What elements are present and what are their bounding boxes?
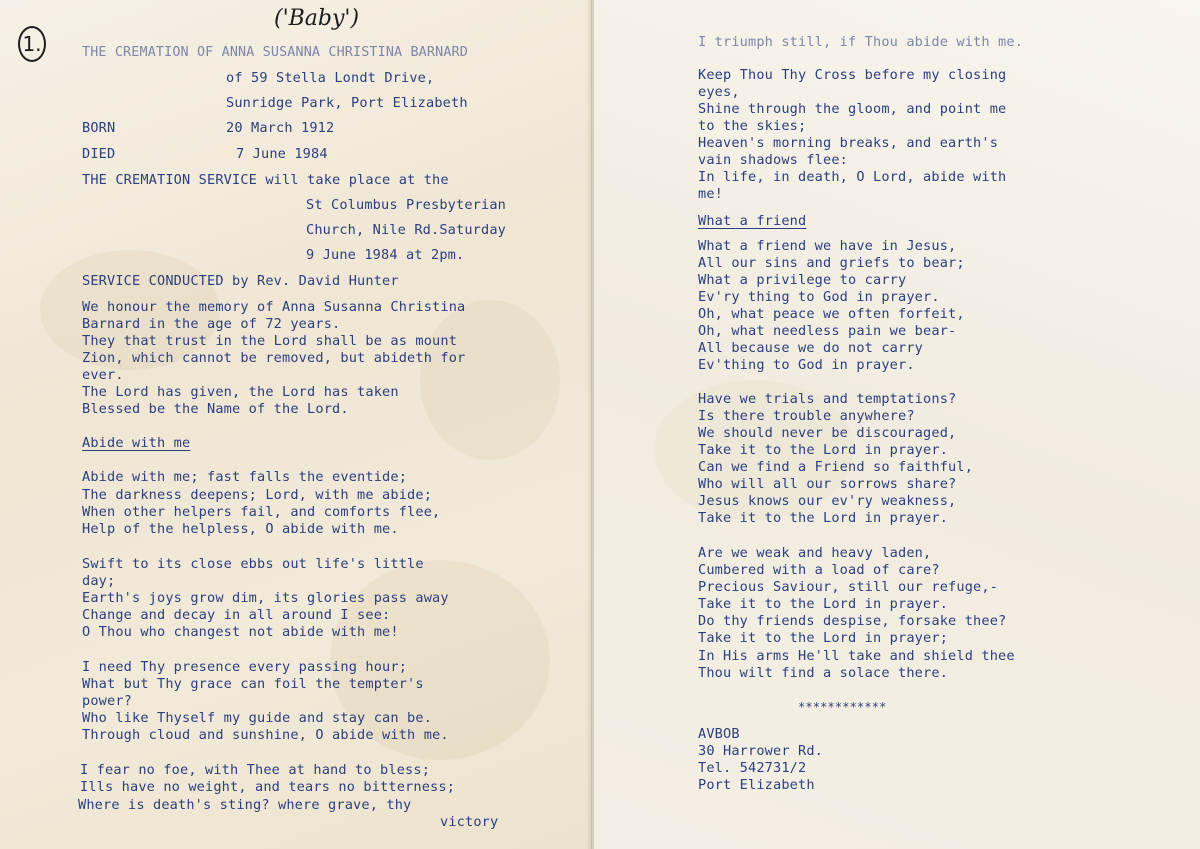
verse-line: Jesus knows our ev'ry weakness, — [698, 493, 957, 509]
verse-line: When other helpers fail, and comforts flee, — [82, 504, 441, 520]
verse-line: Thou wilt find a solace there. — [698, 665, 949, 681]
verse-line: Are we weak and heavy laden, — [698, 545, 932, 561]
verse-line: All our sins and griefs to bear; — [698, 255, 965, 271]
verse-line: All because we do not carry — [698, 340, 924, 356]
venue-line-1: St Columbus Presbyterian — [306, 197, 507, 213]
verse-line: Change and decay in all around I see: — [82, 607, 391, 623]
verse-line: Who like Thyself my guide and stay can be. — [82, 710, 433, 726]
verse-line: In life, in death, O Lord, abide with — [698, 169, 1007, 185]
verse-line: I need Thy presence every passing hour; — [82, 659, 408, 675]
conducted-line: SERVICE CONDUCTED by Rev. David Hunter — [82, 273, 399, 289]
verse-line: The darkness deepens; Lord, with me abide; — [82, 487, 433, 503]
verse-line: I fear no foe, with Thee at hand to bless; — [80, 762, 431, 778]
footer-line: Port Elizabeth — [698, 777, 815, 793]
verse-line: Take it to the Lord in prayer; — [698, 630, 949, 646]
died-label: DIED — [82, 146, 116, 162]
born-label: BORN — [82, 120, 116, 136]
verse-line: We should never be discouraged, — [698, 425, 957, 441]
verse-line-end: victory — [440, 814, 499, 830]
verse-line: day; — [82, 573, 116, 589]
left-page — [0, 0, 592, 849]
address-line-1: of 59 Stella Londt Drive, — [226, 70, 435, 86]
verse-line: Cumbered with a load of care? — [698, 562, 940, 578]
verse-line: Keep Thou Thy Cross before my closing — [698, 67, 1007, 83]
verse-line: What a friend we have in Jesus, — [698, 238, 957, 254]
asterisk-divider: ************ — [798, 700, 887, 714]
hymn-title-friend: What a friend — [698, 213, 807, 229]
verse-line: Precious Saviour, still our refuge,- — [698, 579, 999, 595]
verse-line: In His arms He'll take and shield thee — [698, 648, 1015, 664]
verse-line: Help of the helpless, O abide with me. — [82, 521, 399, 537]
verse-line: Take it to the Lord in prayer. — [698, 596, 949, 612]
born-date: 20 March 1912 — [226, 120, 335, 136]
footer-line: AVBOB — [698, 726, 740, 742]
verse-line: me! — [698, 186, 724, 202]
memorial-line: ever. — [82, 367, 124, 383]
verse-line: What but Thy grace can foil the tempter's — [82, 676, 424, 692]
verse-line: Have we trials and temptations? — [698, 391, 957, 407]
verse-line: Swift to its close ebbs out life's little — [82, 556, 424, 572]
verse-line: Who will all our sorrows share? — [698, 476, 957, 492]
verse-line: Where is death's sting? where grave, thy — [78, 797, 412, 813]
verse-line: Through cloud and sunshine, O abide with me. — [82, 727, 449, 743]
footer-line: Tel. 542731/2 — [698, 760, 807, 776]
verse-line: Take it to the Lord in prayer. — [698, 442, 949, 458]
verse-line: Oh, what needless pain we bear- — [698, 323, 957, 339]
verse-line: eyes, — [698, 84, 740, 100]
top-line: I triumph still, if Thou abide with me. — [698, 34, 1024, 50]
verse-line: Earth's joys grow dim, its glories pass away — [82, 590, 449, 606]
verse-line: Ev'thing to God in prayer. — [698, 357, 915, 373]
verse-line: Can we find a Friend so faithful, — [698, 459, 974, 475]
memorial-line: The Lord has given, the Lord has taken — [82, 384, 399, 400]
verse-line: vain shadows flee: — [698, 152, 849, 168]
memorial-line: We honour the memory of Anna Susanna Christina — [82, 299, 466, 315]
address-line-2: Sunridge Park, Port Elizabeth — [226, 95, 468, 111]
right-page — [594, 0, 1200, 849]
verse-line: O Thou who changest not abide with me! — [82, 624, 399, 640]
service-line: THE CREMATION SERVICE will take place at the — [82, 172, 449, 188]
verse-line: What a privilege to carry — [698, 272, 907, 288]
verse-line: to the skies; — [698, 118, 807, 134]
verse-line: Ills have no weight, and tears no bitterness; — [80, 779, 456, 795]
verse-line: Shine through the gloom, and point me — [698, 101, 1007, 117]
verse-line: Take it to the Lord in prayer. — [698, 510, 949, 526]
memorial-line: Zion, which cannot be removed, but abideth for — [82, 350, 466, 366]
title: THE CREMATION OF ANNA SUSANNA CHRISTINA BARNARD — [82, 45, 468, 60]
verse-line: Ev'ry thing to God in prayer. — [698, 289, 940, 305]
verse-line: Abide with me; fast falls the eventide; — [82, 469, 408, 485]
verse-line: Heaven's morning breaks, and earth's — [698, 135, 999, 151]
hymn-title-abide: Abide with me — [82, 435, 191, 451]
memorial-line: They that trust in the Lord shall be as mount — [82, 333, 458, 349]
memorial-line: Barnard in the age of 72 years. — [82, 316, 341, 332]
memorial-line: Blessed be the Name of the Lord. — [82, 401, 349, 417]
verse-line: Oh, what peace we often forfeit, — [698, 306, 965, 322]
verse-line: Is there trouble anywhere? — [698, 408, 915, 424]
died-date: 7 June 1984 — [236, 146, 328, 162]
venue-line-3: 9 June 1984 at 2pm. — [306, 247, 465, 263]
footer-line: 30 Harrower Rd. — [698, 743, 824, 759]
handwritten-nickname: ('Baby') — [274, 6, 360, 31]
verse-line: power? — [82, 693, 133, 709]
verse-line: Do thy friends despise, forsake thee? — [698, 613, 1007, 629]
handwritten-number: 1. — [18, 26, 46, 62]
venue-line-2: Church, Nile Rd.Saturday — [306, 222, 507, 238]
